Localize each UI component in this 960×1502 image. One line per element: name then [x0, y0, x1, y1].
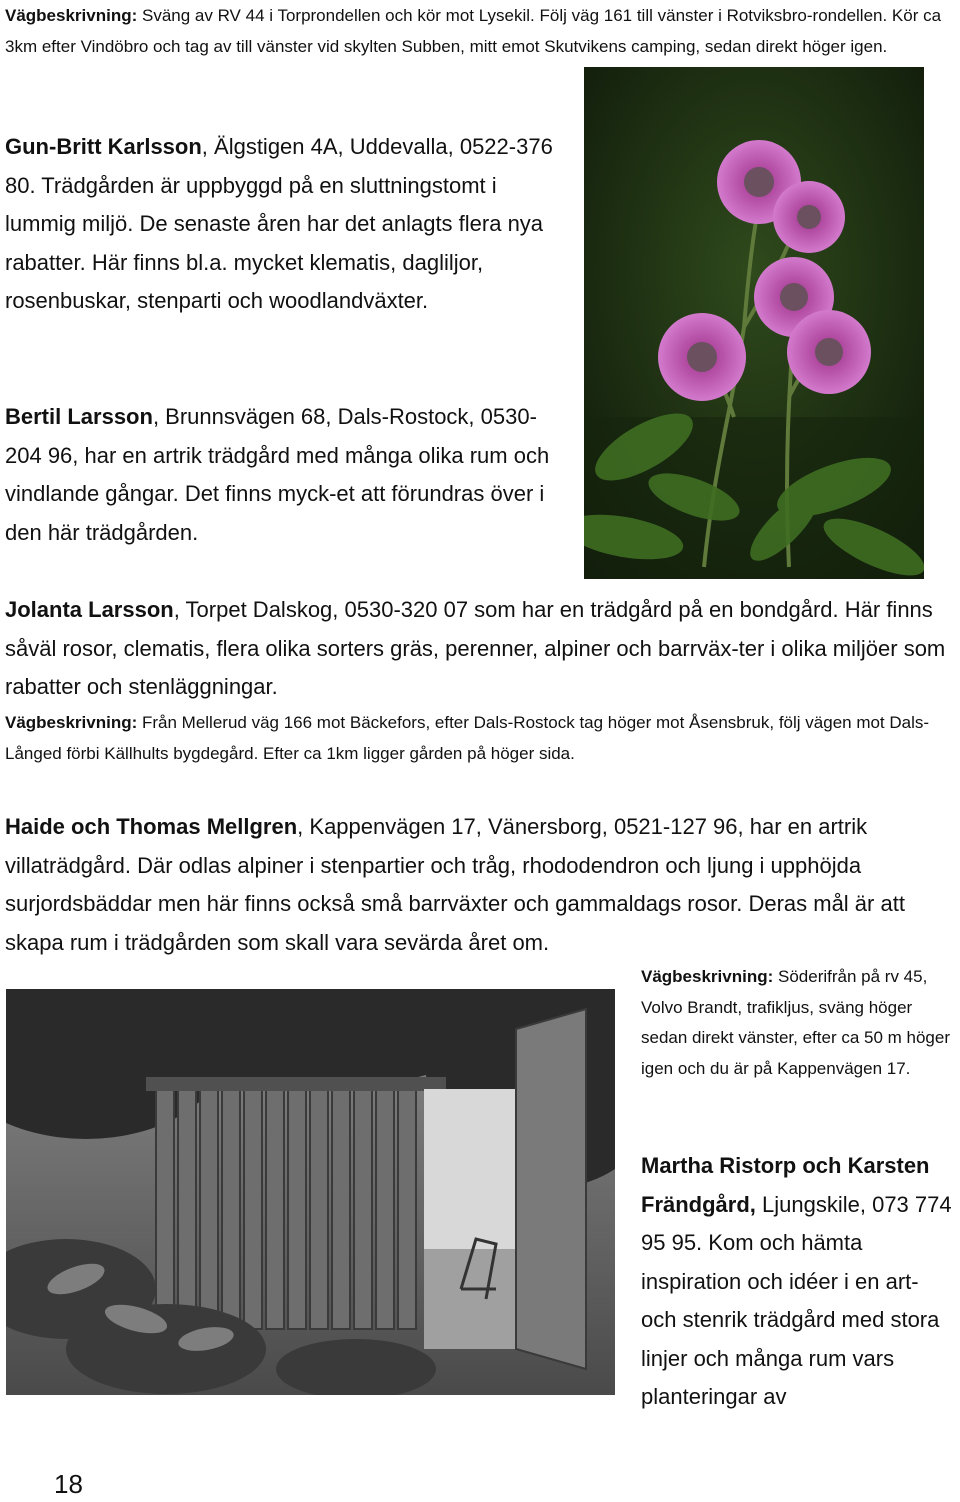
intro-directions [5, 0, 955, 62]
garden-entry-mellgren [5, 808, 955, 962]
garden-owner-name: Jolanta Larsson [5, 597, 174, 622]
directions-text: Söderifrån på rv 45, Volvo Brandt, trafikljus, sväng höger sedan direkt vänster, efter ca 50 m höger igen och du är på Kappenvägen 17. [641, 967, 951, 1078]
garden-gate-photo-icon [6, 989, 615, 1395]
directions-jolanta-larsson [5, 707, 955, 769]
garden-description: , Brunnsvägen 68, Dals-Rostock, 0530-204 96, har en artrik trädgård med många olika rum och vindlande gångar. Det finns myck-et att förundras över i den här trädgården. [5, 404, 550, 545]
directions-mellgren [641, 962, 959, 1084]
directions-label: Vägbeskrivning: [5, 713, 138, 732]
garden-description: Ljungskile, 073 774 95 95. Kom och hämta inspiration och idéer i en art- och stenrik trädgård med stora linjer och många rum vars planteringar av [641, 1191, 952, 1409]
directions-label: Vägbeskrivning: [5, 6, 138, 25]
page-number: 18 [54, 1469, 83, 1499]
garden-owner-name: Haide och Thomas Mellgren [5, 814, 298, 839]
directions-text: Sväng av RV 44 i Torprondellen och kör mot Lysekil. Följ väg 161 till vänster i Rotviksbro-rondellen. Kör ca 3km efter Vindöbro och tag av till vänster vid skylten Subben, mitt emot Skutvikens camping, sedan direkt höger igen. [5, 6, 942, 56]
flower-photo-icon [584, 67, 924, 579]
garden-description: , Älgstigen 4A, Uddevalla, 0522-376 80. Trädgården är uppbyggd på en sluttningstomt i lummig miljö. De senaste åren har det anlagts flera nya rabatter. Här finns bl.a. mycket klematis, dagliljor, rosenbuskar, stenparti och woodlandväxter. [5, 134, 553, 313]
garden-entry-karlsson [5, 128, 565, 321]
garden-owner-name: Martha Ristorp och Karsten Frändgård, [641, 1153, 930, 1217]
garden-description: , Torpet Dalskog, 0530-320 07 som har en trädgård på en bondgård. Här finns såväl rosor, clematis, flera olika sorters gräs, perenner, alpiner och barrväx-ter i olika miljöer som rabatter och stenläggningar. [5, 597, 946, 699]
garden-owner-name: Bertil Larsson [5, 404, 153, 429]
garden-owner-name: Gun-Britt Karlsson [5, 134, 202, 159]
directions-text: Från Mellerud väg 166 mot Bäckefors, efter Dals-Rostock tag höger mot Åsensbruk, följ vägen mot Dals-Långed förbi Källhults bygdegård. Efter ca 1km ligger gården på höger sida. [5, 713, 930, 763]
directions-label: Vägbeskrivning: [641, 967, 774, 986]
garden-entry-ristorp [641, 1147, 959, 1417]
garden-entry-jolanta-larsson [5, 591, 955, 707]
garden-entry-bertil-larsson [5, 398, 565, 552]
garden-description: , Kappenvägen 17, Vänersborg, 0521-127 96, har en artrik villaträdgård. Där odlas alpiner i stenpartier och tråg, rhododendron och ljung i upphöjda surjordsbäddar men här finns också små barrväxter och gammaldags rosor. Deras mål är att skapa rum i trädgården som skall vara sevärda året om. [5, 814, 905, 955]
